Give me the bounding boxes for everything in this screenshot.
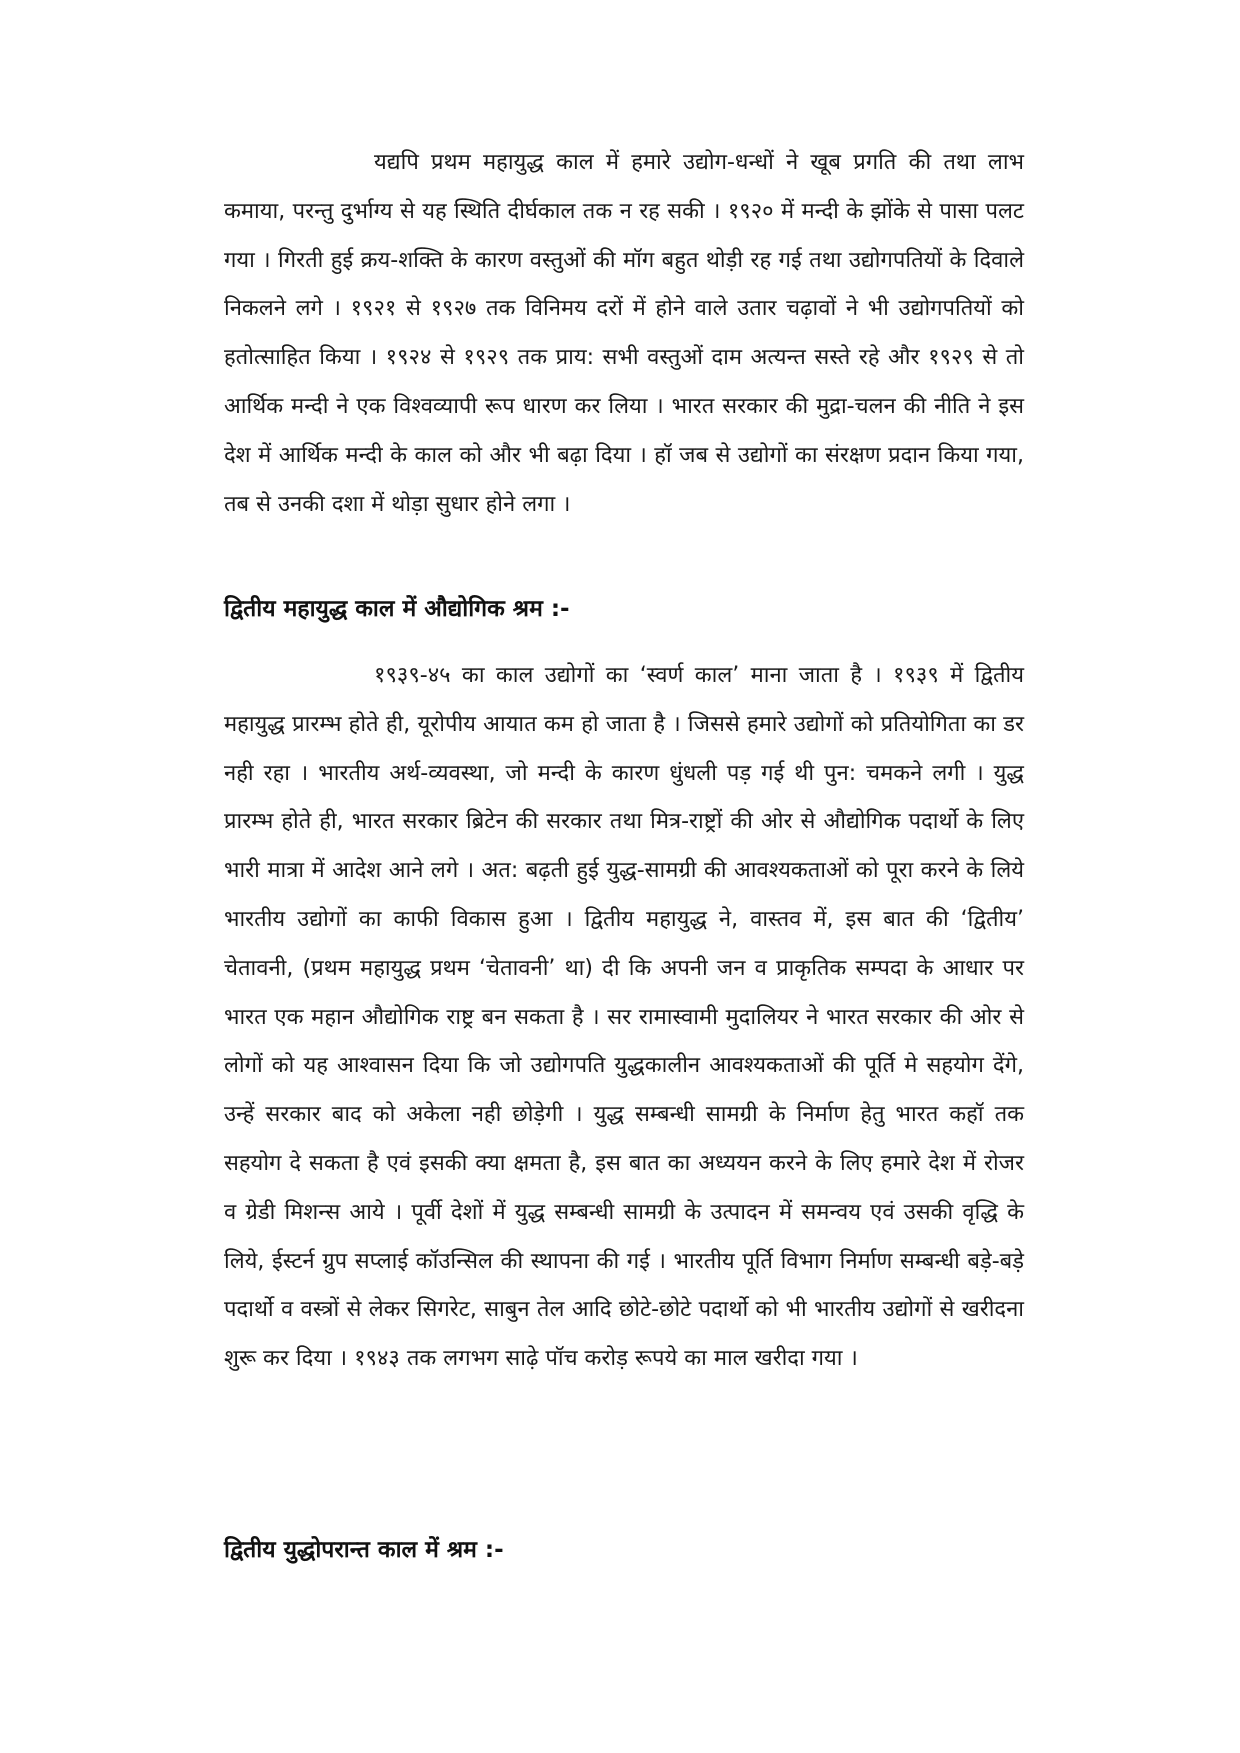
section-heading-second-world-war-labour: द्वितीय महायुद्ध काल में औद्योगिक श्रम :- <box>224 596 570 622</box>
paragraph-second-world-war-period: १९३९-४५ का काल उद्योगों का ‘स्वर्ण काल’ माना जाता है । १९३९ में द्वितीय महायुद्ध प्रारम्भ होते ही, यूरोपीय आयात कम हो जाता है । जिससे हमारे उद्योगों को प्रतियोगिता का डर नही रहा । भारतीय अर्थ-व्यवस्था, जो मन्दी के कारण धुंधली पड़ गई थी पुन: चमकने लगी । युद्ध प्रारम्भ होते ही, भारत सरकार ब्रिटेन की सरकार तथा मित्र-राष्ट्रों की ओर से औद्योगिक पदार्थो के लिए भारी मात्रा में आदेश आने लगे । अत: बढ़ती हुई युद्ध-सामग्री की आवश्यकताओं को पूरा करने के लिये भारतीय उद्योगों का काफी विकास हुआ । द्वितीय महायुद्ध ने, वास्तव में, इस बात की ‘द्वितीय’ चेतावनी, (प्रथम महायुद्ध प्रथम ‘चेतावनी’ था) दी कि अपनी जन व प्राकृतिक सम्पदा के आधार पर भारत एक महान औद्योगिक राष्ट्र बन सकता है । सर रामास्वामी मुदालियर ने भारत सरकार की ओर से लोगों को यह आश्वासन दिया कि जो उद्योगपति युद्धकालीन आवश्यकताओं की पूर्ति मे सहयोग देंगे, उन्हें सरकार बाद को अकेला नही छोड़ेगी । युद्ध सम्बन्धी सामग्री के निर्माण हेतु भारत कहॉ तक सहयोग दे सकता है एवं इसकी क्या क्षमता है, इस बात का अध्ययन करने के लिए हमारे देश में रोजर व ग्रेडी मिशन्स आये । पूर्वी देशों में युद्ध सम्बन्धी सामग्री के उत्पादन में समन्वय एवं उसकी वृद्धि के लिये, ईस्टर्न ग्रुप सप्लाई कॉउन्सिल की स्थापना की गई । भारतीय पूर्ति विभाग निर्माण सम्बन्धी बड़े-बड़े पदार्थो व वस्त्रों से लेकर सिगरेट, साबुन तेल आदि छोटे-छोटे पदार्थो को भी भारतीय उद्योगों से खरीदना शुरू कर दिया । १९४३ तक लगभग साढ़े पॉच करोड़ रूपये का माल खरीदा गया । <box>224 663 1024 1372</box>
paragraph-first-world-war-period: यद्यपि प्रथम महायुद्ध काल में हमारे उद्योग-धन्धों ने खूब प्रगति की तथा लाभ कमाया, परन्तु दुर्भाग्य से यह स्थिति दीर्घकाल तक न रह सकी । १९२० में मन्दी के झोंके से पासा पलट गया । गिरती हुई क्रय-शक्ति के कारण वस्तुओं की मॉग बहुत थोड़ी रह गई तथा उद्योगपतियों के दिवाले निकलने लगे । १९२१ से १९२७ तक विनिमय दरों में होने वाले उतार चढ़ावों ने भी उद्योगपतियों को हतोत्साहित किया । १९२४ से १९२९ तक प्राय: सभी वस्तुओं दाम अत्यन्त सस्ते रहे और १९२९ से तो आर्थिक मन्दी ने एक विश्वव्यापी रूप धारण कर लिया । भारत सरकार की मुद्रा-चलन की नीति ने इस देश में आर्थिक मन्दी के काल को और भी बढ़ा दिया । हॉ जब से उद्योगों का संरक्षण प्रदान किया गया, तब से उनकी दशा में थोड़ा सुधार होने लगा । <box>224 150 1024 517</box>
section-heading-post-war-labour: द्वितीय युद्धोपरान्त काल में श्रम :- <box>224 1537 504 1563</box>
